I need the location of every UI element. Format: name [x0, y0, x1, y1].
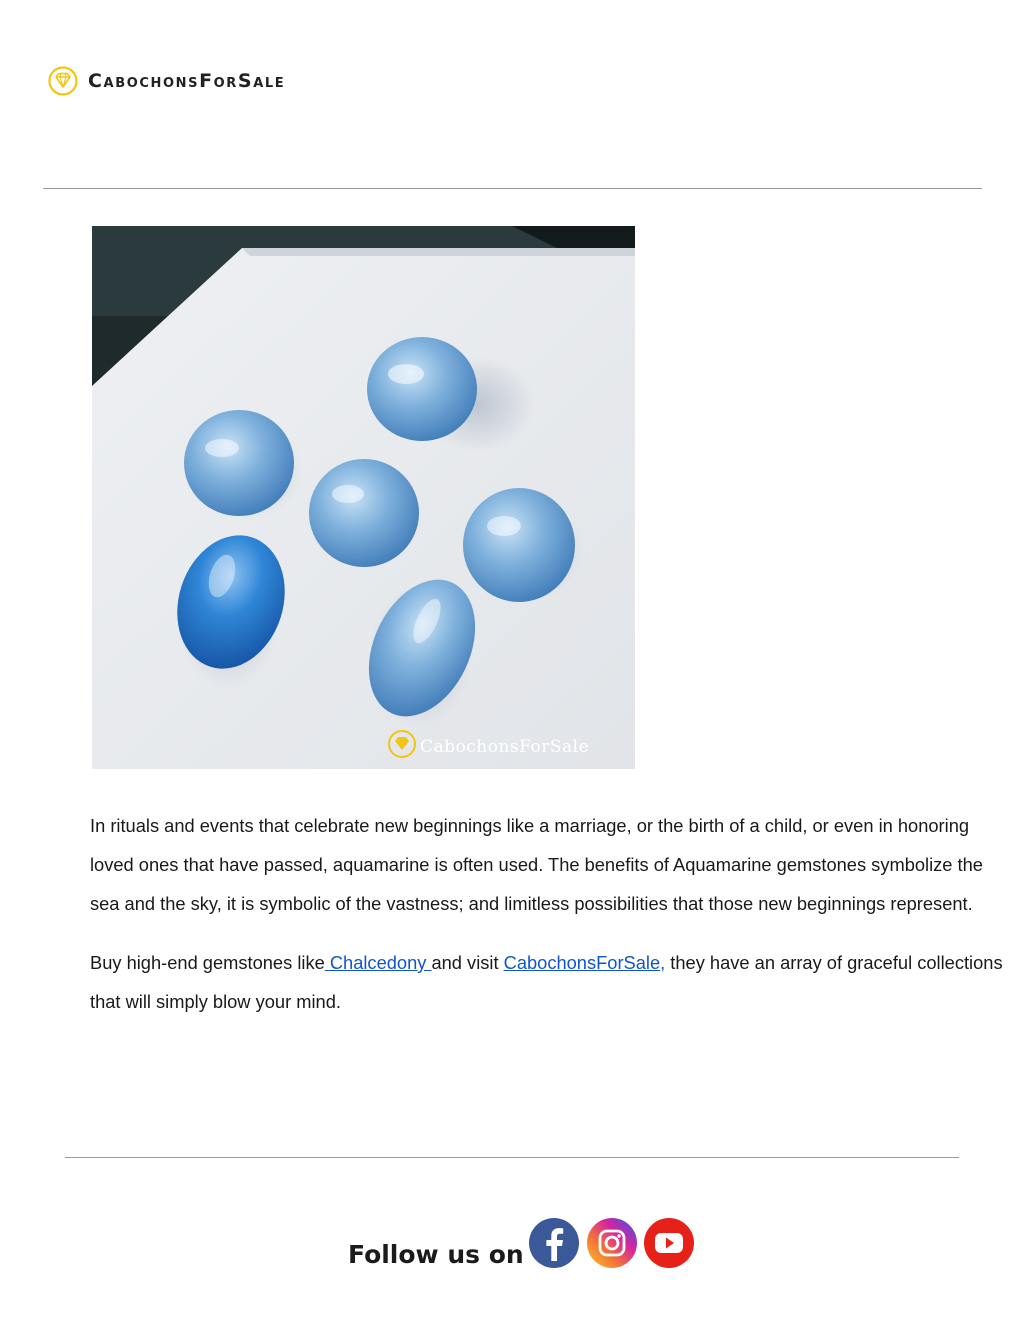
header-divider — [43, 188, 982, 189]
gem-logo-icon — [48, 64, 78, 98]
brand-logo — [48, 64, 285, 98]
link-comma: , — [660, 952, 666, 974]
paragraph-text: and visit — [431, 952, 504, 974]
photo-watermark: CabochonsForSale — [420, 737, 590, 757]
youtube-link[interactable] — [643, 1217, 695, 1269]
paragraph-text: they have an array of graceful collections that will simply blow your mind. — [90, 952, 1003, 1013]
chalcedony-link[interactable]: Chalcedony — [324, 952, 432, 974]
paragraph-text: Buy high-end gemstones like — [90, 952, 325, 974]
instagram-icon — [586, 1217, 638, 1269]
facebook-link[interactable] — [528, 1217, 580, 1269]
logo-wordmark: CabochonsForSale — [88, 70, 286, 92]
footer-divider — [65, 1157, 959, 1158]
facebook-icon — [528, 1217, 580, 1269]
article-paragraph — [90, 943, 1005, 1021]
article-paragraph: In rituals and events that celebrate new beginnings like a marriage, or the birth of a child, or even in honoring loved ones that have passed, aquamarine is often used. The benefits of Aquamarine gemstones symbolize the sea and the sky, it is symbolic of the vastness; and limitless possibilities that those new beginnings represent. — [90, 815, 983, 915]
instagram-link[interactable] — [586, 1217, 638, 1269]
youtube-icon — [643, 1217, 695, 1269]
follow-us-label: Follow us on — [348, 1240, 524, 1269]
cabochonsforsale-link[interactable]: CabochonsForSale — [503, 952, 661, 974]
aquamarine-cabochons-photo — [92, 226, 635, 769]
article-body — [90, 806, 1005, 1022]
